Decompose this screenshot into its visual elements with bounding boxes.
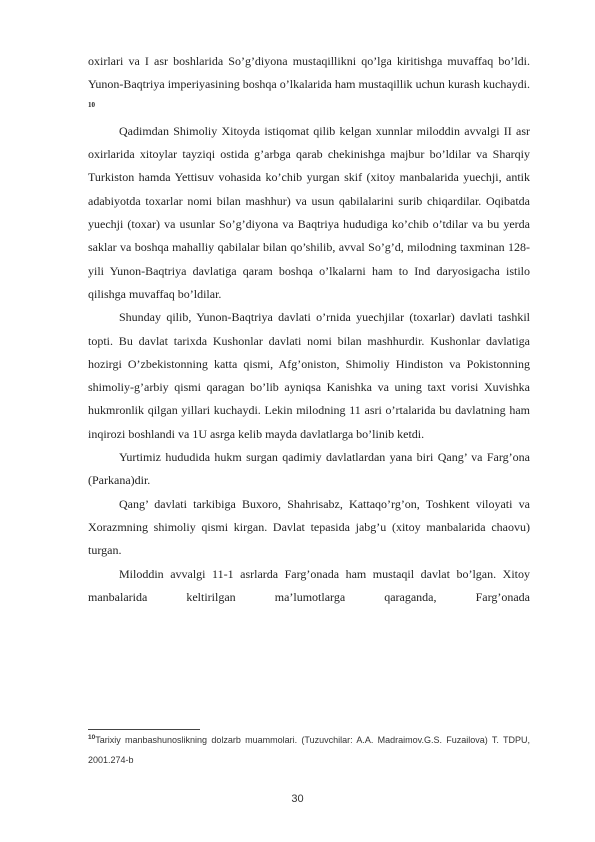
paragraph-4: Yurtimiz hududida hukm surgan qadimiy davlatlardan yana biri Qang’ va Farg’ona (Parkana)dir. (88, 450, 530, 488)
paragraph-2: Qadimdan Shimoliy Xitoyda istiqomat qilib kelgan xunnlar miloddin avvalgi II asr oxirlarida xitoylar tayziqi ostida g’arbga qarab chekinishga majbur bo’ldilar va Sharqiy Turkiston hamda Yettisuv vohasida ko’chib yurgan skif (xitoy manbalarida yuechji, antik adabiyotda toxarlar nomi bilan mashhur) va usun qabilalarini surib chiqardilar. Oqibatda yuechji (toxar) va usunlar So’g’diyona va Baqtriya hududiga ko’chib o’tdilar va bu yerda saklar va boshqa mahalliy qabilalar bilan qo’shilib, avval So’g’d, milodning taxminan 128-yili Yunon-Baqtriya davlatiga qaram boshqa o’lkalarni ham to Ind daryosigacha istilo qilishga muvaffaq bo’ldilar. (88, 123, 530, 301)
paragraph-1 (88, 50, 530, 120)
paragraph-5: Qang’ davlati tarkibiga Buxoro, Shahrisabz, Kattaqo’rg’on, Toshkent viloyati va Xorazmning shimoliy qismi kirgan. Davlat tepasida jabg’u (xitoy manbalarida chaovu) turgan. (88, 496, 530, 558)
paragraph-1-text: oxirlari va I asr boshlarida So’g’diyona mustaqillikni qo’lga kiritishga muvaffaq bo’ldi. Yunon-Baqtriya imperiyasining boshqa o’lkalarida ham mustaqillik uchun kurash kuchaydi. (88, 54, 530, 92)
footnote-reference: 10 (88, 100, 95, 109)
paragraph-6: Miloddin avvalgi 11-1 asrlarda Farg’onada ham mustaqil davlat bo’lgan. Xitoy manbalarida keltirilgan ma’lumotlarga qaraganda, Farg’onada (88, 566, 530, 604)
page-number: 30 (291, 793, 304, 805)
footnote-text: Tarixiy manbashunoslikning dolzarb muammolari. (Tuzuvchilar: A.A. Madraimov.G.S. Fuzailova) T. TDPU, 2001.274-b (88, 735, 530, 765)
page-body (88, 50, 530, 609)
paragraph-3: Shunday qilib, Yunon-Baqtriya davlati o’rnida yuechjilar (toxarlar) davlati tashkil topti. Bu davlat tarixda Kushonlar davlati nomi bilan mashhurdir. Kushonlar davlatiga hozirgi O’zbekistonning katta qismi, Afg’oniston, Shimoliy Hindiston va Pokistonning shimoliy-g’arbiy qismi qaragan bo’lib ayniqsa Kanishka va uning taxt vorisi Xuvishka hukmronlik qilgan yillari kuchaydi. Lekin milodning 11 asri o’rtalarida bu davlatning ham inqirozi boshlandi va 1U asrga kelib mayda davlatlarga bo’linib ketdi. (88, 310, 530, 441)
footnote (88, 730, 530, 770)
footnote-number: 10 (88, 734, 96, 741)
